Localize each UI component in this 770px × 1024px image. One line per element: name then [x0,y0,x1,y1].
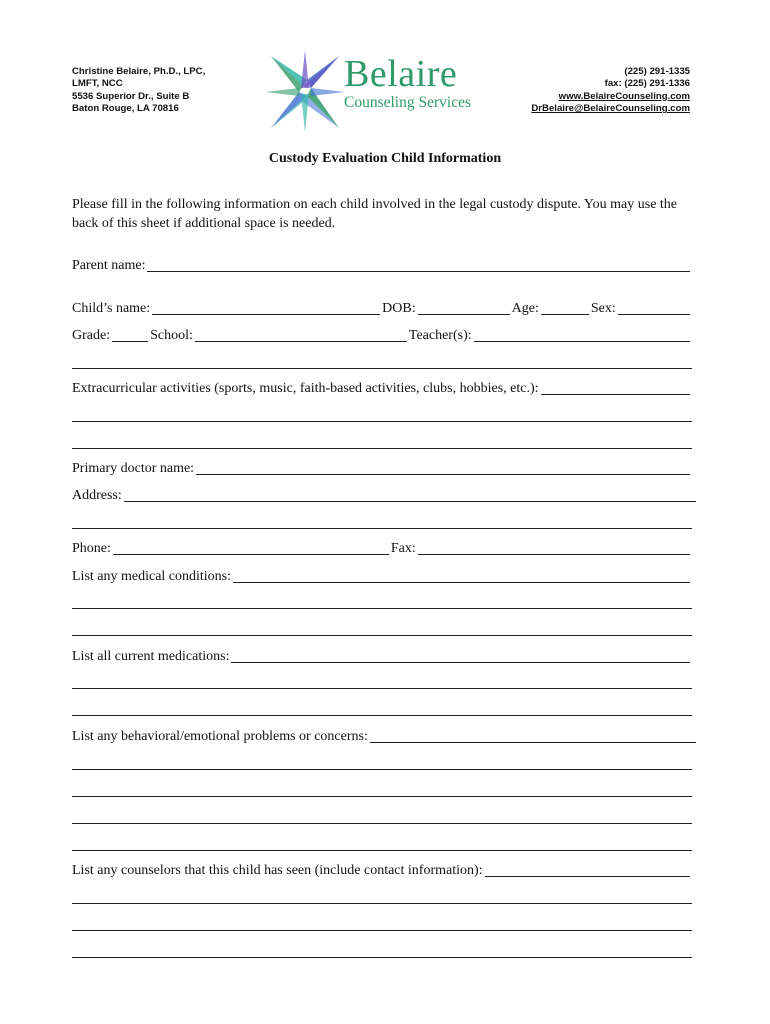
school-label: School: [150,328,193,343]
logo-subtitle: Counseling Services [344,94,471,111]
address-line[interactable] [72,528,692,529]
behavioral-field[interactable] [370,729,696,743]
fax-label: Fax: [390,541,416,556]
dob-field[interactable] [418,301,510,315]
counselors-row [72,861,692,879]
counselors-label: List any counselors that this child has seen (include contact information): [72,863,483,878]
primary-doctor-label: Primary doctor name: [72,461,195,476]
medical-conditions-label: List any medical conditions: [72,569,232,584]
address-label: Address: [72,488,122,503]
contact-block [531,66,690,116]
street-address-line: 5536 Superior Dr., Suite B [72,90,190,102]
medical-conditions-row [72,567,692,585]
address-field[interactable] [124,488,696,502]
sex-field[interactable] [618,301,690,315]
behavioral-line[interactable] [72,823,692,824]
grade-field[interactable] [112,328,148,342]
dob-label: DOB: [382,301,416,316]
school-info-row [72,326,692,344]
extracurricular-field[interactable] [541,381,690,395]
counselors-line[interactable] [72,930,692,931]
counselors-line[interactable] [72,903,692,904]
child-name-label: Child’s name: [72,301,151,316]
practitioner-credentials-line: LMFT, NCC [72,78,123,90]
medications-line[interactable] [72,688,692,689]
practitioner-address-block [72,66,205,116]
grade-label: Grade: [72,328,111,343]
medical-conditions-line[interactable] [72,635,692,636]
parent-name-field[interactable] [147,258,690,272]
medical-conditions-line[interactable] [72,608,692,609]
behavioral-line[interactable] [72,796,692,797]
medications-field[interactable] [231,649,690,663]
email-link[interactable]: DrBelaire@BelaireCounseling.com [531,103,690,115]
child-info-row [72,299,692,317]
primary-doctor-row [72,459,692,477]
counselors-line[interactable] [72,957,692,958]
teachers-field[interactable] [474,328,690,342]
medications-row [72,647,692,665]
logo-wordmark [344,52,471,112]
form-title: Custody Evaluation Child Information [268,151,502,166]
behavioral-line[interactable] [72,850,692,851]
belaire-logo [263,50,483,132]
phone-fax-row [72,539,692,557]
teachers-label: Teacher(s): [408,328,472,343]
logo-name: Belaire [344,53,458,95]
extracurricular-row [72,379,692,397]
extracurricular-line[interactable] [72,448,692,449]
age-field[interactable] [541,301,589,315]
phone-field[interactable] [113,541,389,555]
school-info-continuation-line[interactable] [72,368,692,369]
behavioral-row [72,727,698,745]
phone-label: Phone: [72,541,111,556]
medications-line[interactable] [72,715,692,716]
parent-name-label: Parent name: [72,258,146,273]
fax-field[interactable] [418,541,690,555]
fax-number: fax: (225) 291-1336 [604,78,690,90]
school-field[interactable] [195,328,407,342]
behavioral-label: List any behavioral/emotional problems or concerns: [72,729,368,744]
medications-label: List all current medications: [72,649,230,664]
form-instructions: Please fill in the following information on each child involved in the legal custody dispute. You may use the back of this sheet if additional space is needed. [72,197,678,231]
phone-number: (225) 291-1335 [624,66,690,77]
extracurricular-line[interactable] [72,421,692,422]
sex-label: Sex: [590,301,616,316]
website-link[interactable]: www.BelaireCounseling.com [558,90,690,102]
medical-conditions-field[interactable] [233,569,690,583]
primary-doctor-field[interactable] [196,461,690,475]
star-logo-icon [263,50,347,132]
extracurricular-label: Extracurricular activities (sports, music, faith-based activities, clubs, hobbies, etc.): [72,381,539,396]
address-row [72,486,698,504]
behavioral-line[interactable] [72,769,692,770]
city-state-zip-line: Baton Rouge, LA 70816 [72,103,179,115]
child-name-field[interactable] [152,301,380,315]
practitioner-name-line: Christine Belaire, Ph.D., LPC, [72,66,206,77]
age-label: Age: [511,301,539,316]
parent-name-row [72,256,692,274]
counselors-field[interactable] [485,863,690,877]
